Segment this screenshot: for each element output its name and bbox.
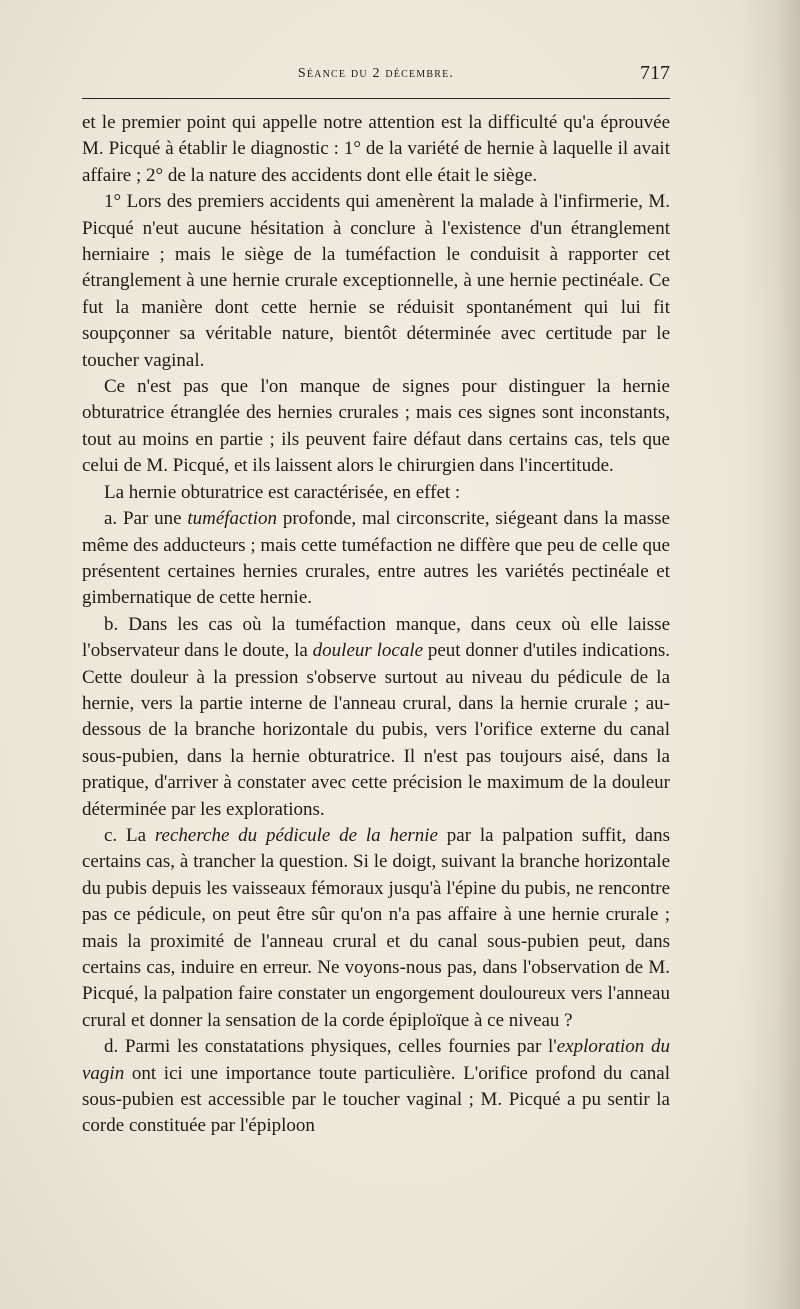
page-edge-shadow (740, 0, 800, 1309)
paragraph-b (82, 612, 670, 823)
running-title: Séance du 2 décembre. (297, 66, 455, 81)
header-rule (82, 98, 670, 99)
paragraph-a (82, 506, 670, 612)
body-text (82, 110, 670, 1140)
paragraph-characterized: La hernie obturatrice est caractérisée, en effet : (104, 481, 461, 503)
paragraph-b-emphasis: douleur locale (312, 640, 424, 662)
paragraph-d-emphasis: exploration du vagin (82, 1036, 670, 1084)
paragraph-d (82, 1034, 670, 1140)
paragraph-c-emphasis: recherche du pédicule de la hernie (154, 824, 438, 846)
paragraph-a-lead: a. Par une (104, 508, 188, 530)
paragraph-c-lead: c. La (104, 824, 155, 846)
paragraph-c-rest: par la palpation suffit, dans certains cas, à trancher la question. Si le doigt, suivant la branche horizontale du pubis depuis les vaisseaux fémoraux jusqu'à l'épine du pubis, ne rencontre pas ce pédicule, on peut être sûr qu'on n'a pas affaire à une hernie crurale ; mais la proximité de l'anneau crural et du canal sous-pubien peut, dans certains cas, induire en erreur. Ne voyons-nous pas, dans l'observation de M. Picqué, la palpation faire constater un engorgement douloureux vers l'anneau crural et donner la sensation de la corde épiploïque à ce niveau ? (82, 824, 670, 1031)
paragraph-continuation: et le premier point qui appelle notre attention est la difficulté qu'a éprouvée M. Picqué à établir le diagnostic : 1° de la variété de hernie à laquelle il avait affaire ; 2° de la nature des accidents dont elle était le siège. (82, 112, 670, 186)
paragraph-point-1: 1° Lors des premiers accidents qui amenèrent la malade à l'infirmerie, M. Picqué n'eut aucune hésitation à conclure à l'existence d'un étranglement herniaire ; mais le siège de la tuméfaction le conduisit à rapporter cet étranglement à une hernie crurale exceptionnelle, à une hernie pectinéale. Ce fut la manière dont cette hernie se réduisit spontanément qui lui fit soupçonner sa véritable nature, bientôt déterminée avec certitude par le toucher vaginal. (82, 191, 670, 371)
paragraph-b-rest: peut donner d'utiles indications. Cette douleur à la pression s'observe surtout au niveau du pédicule de la hernie, vers la partie interne de l'anneau crural, dans la hernie crurale ; au-dessous de la branche horizontale du pubis, vers l'orifice externe du canal sous-pubien, dans la hernie obturatrice. Il n'est pas toujours aisé, dans la pratique, d'arriver à constater avec cette précision le maximum de la douleur déterminée par les explorations. (82, 640, 671, 820)
paragraph-signs: Ce n'est pas que l'on manque de signes pour distinguer la hernie obturatrice étranglée des hernies crurales ; mais ces signes sont inconstants, tout au moins en partie ; ils peuvent faire défaut dans certains cas, tels que celui de M. Picqué, et ils laissent alors le chirurgien dans l'incertitude. (82, 376, 670, 477)
paragraph-b-lead: b. Dans les cas où la tuméfaction manque, dans ceux où elle laisse l'observateur dans le doute, la (82, 613, 670, 662)
paragraph-c (82, 823, 670, 1034)
paragraph-a-rest: profonde, mal circonscrite, siégeant dans la masse même des adducteurs ; mais cette tuméfaction ne diffère que peu de celle que présentent certaines hernies crurales, entre autres les variétés pectinéale et gimbernatique de cette hernie. (82, 508, 670, 609)
page-number: 717 (640, 62, 670, 84)
running-header (82, 62, 670, 86)
paragraph-a-emphasis: tuméfaction (187, 508, 278, 530)
paragraph-d-rest: ont ici une importance toute particulière. L'orifice profond du canal sous-pubien est accessible par le toucher vaginal ; M. Picqué a pu sentir la corde constituée par l'épiploon (82, 1062, 670, 1137)
paragraph-d-lead: d. Parmi les constatations physiques, celles fournies par l' (104, 1036, 557, 1058)
